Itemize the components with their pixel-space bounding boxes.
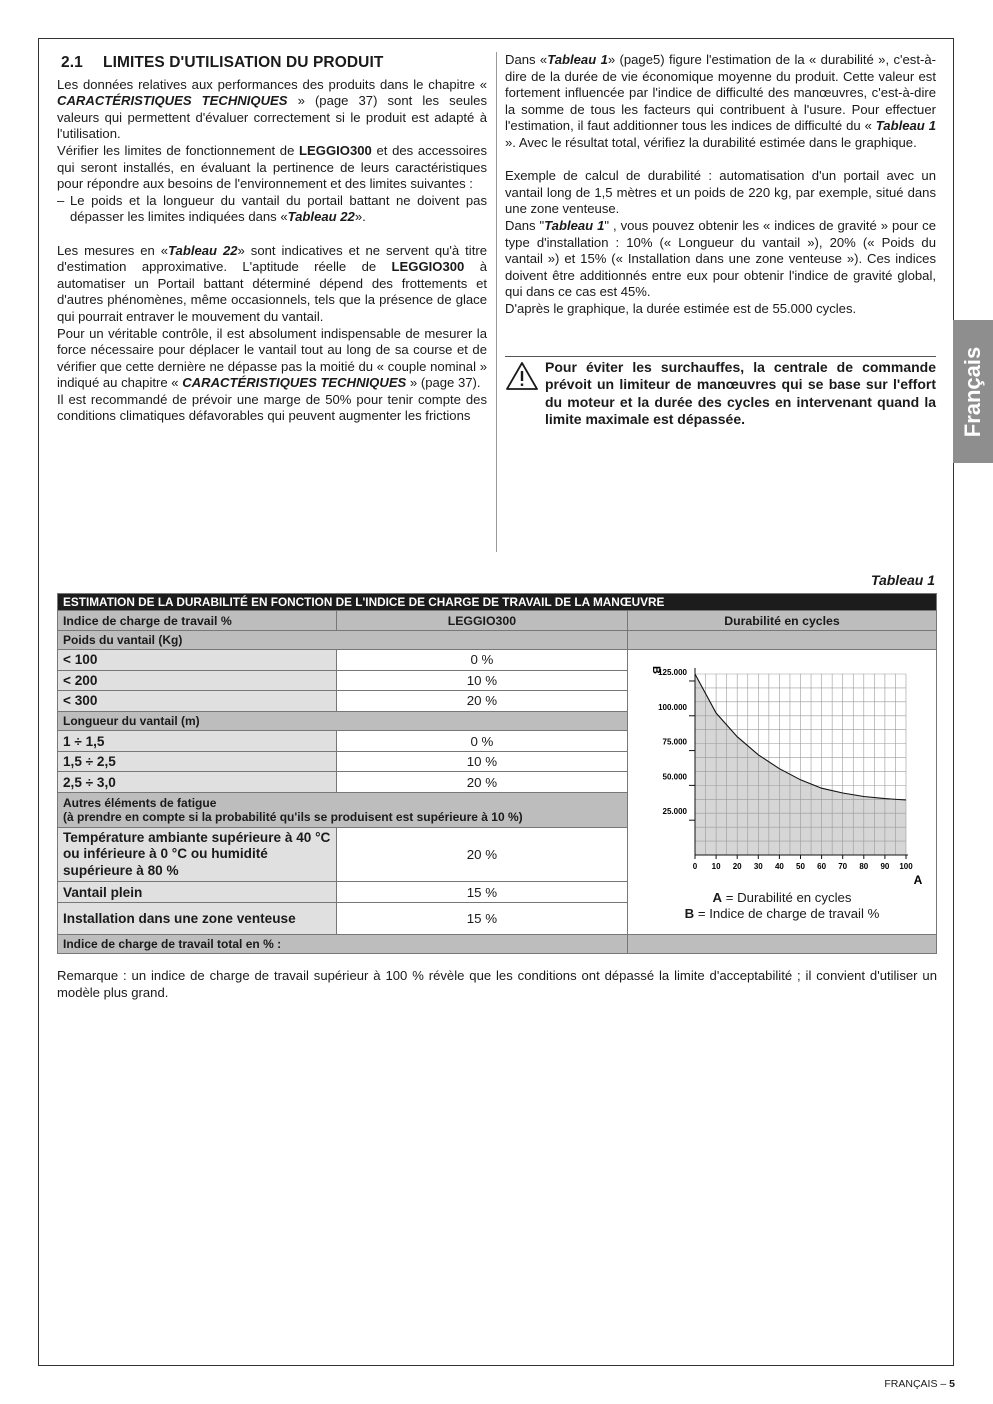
warning-text: Pour éviter les surchauffes, la centrale de commande prévoit un limiteur de manœuvres qui se base sur l'effort du moteur et la durée des cycles en intervenant quand la limite maximale est dépassée. — [545, 359, 936, 428]
table-header: LEGGIO300 — [336, 611, 627, 631]
paragraph: Les données relatives aux performances des produits dans le chapitre « CARACTÉRISTIQUES TECHNIQUES » (page 37) sont les seules valeurs qui permettent d'évaluer correctement si le produit est adapté à l'utilisation. — [57, 76, 487, 142]
warning-box — [505, 356, 936, 429]
language-tab: Français — [953, 320, 993, 463]
x-tick-label: 10 — [711, 862, 721, 871]
table-cell: < 100 — [58, 650, 337, 671]
page-footer: FRANÇAIS – 5 — [884, 1378, 955, 1390]
paragraph: Pour un véritable contrôle, il est absolument indispensable de mesurer la force nécessaire pour déplacer le vantail tout au long de sa course et de vérifier que cette dernière ne dépasse pas la moitié du « couple nominal » indiqué au chapitre « CARACTÉRISTIQUES TECHNIQUES » (page 37). — [57, 325, 487, 391]
table-title: ESTIMATION DE LA DURABILITÉ EN FONCTION DE L'INDICE DE CHARGE DE TRAVAIL DE LA MANŒUVRE — [58, 594, 937, 611]
x-tick-label: 50 — [796, 862, 805, 871]
table-cell: 2,5 ÷ 3,0 — [58, 772, 337, 793]
table-cell: 20 % — [336, 772, 627, 793]
right-column — [505, 52, 936, 318]
table-cell: 20 % — [336, 827, 627, 882]
durability-chart — [633, 650, 931, 934]
table-header: Indice de charge de travail % — [58, 611, 337, 631]
section-row: Autres éléments de fatigue (à prendre en compte si la probabilité qu'ils se produisent est supérieure à 10 %) — [58, 792, 628, 827]
left-column — [57, 52, 487, 425]
table-label: Tableau 1 — [870, 572, 935, 588]
table-cell: 15 % — [336, 882, 627, 903]
x-tick-label: 80 — [859, 862, 869, 871]
paragraph: Les mesures en «Tableau 22» sont indicatives et ne servent qu'à titre d'estimation approximative. L'aptitude réelle de LEGGIO300 à automatiser un Portail battant déterminé dépend des frottements et d'autres phénomènes, même occasionnels, tels que la présence de glace qui pourrait entraver le mouvement du vantail. — [57, 242, 488, 324]
x-axis-label: A — [913, 873, 923, 887]
y-tick-label: 100.000 — [658, 702, 687, 712]
chart-legend: A = Durabilité en cyclesB = Indice de charge de travail % — [684, 890, 880, 921]
x-tick-label: 0 — [692, 862, 698, 871]
table-cell: Installation dans une zone venteuse — [58, 902, 337, 934]
total-row: Indice de charge de travail total en % : — [58, 935, 628, 954]
y-tick-label: 25.000 — [662, 807, 687, 817]
table-cell: 1 ÷ 1,5 — [58, 731, 337, 752]
x-tick-label: 90 — [880, 862, 890, 871]
paragraph: Dans "Tableau 1" , vous pouvez obtenir les « indices de gravité » pour ce type d'installation : 10% (« Longueur du vantail »), 20% (« Poids du vantail ») et 15% (« Installation dans une zone venteuse »). Ces indices doivent être additionnés entre eux pour obtenir l'indice de gravité global, qui dans ce cas est 45%. — [505, 217, 936, 300]
table-cell: 1,5 ÷ 2,5 — [58, 751, 337, 772]
x-tick-label: 60 — [817, 862, 827, 871]
y-tick-label: 75.000 — [662, 737, 687, 747]
table-cell: < 300 — [58, 691, 337, 712]
table-cell: 10 % — [336, 670, 627, 691]
x-tick-label: 70 — [838, 862, 848, 871]
table-header: Durabilité en cycles — [627, 611, 936, 631]
table-cell: 0 % — [336, 650, 627, 671]
table-cell: Température ambiante supérieure à 40 °C ou inférieure à 0 °C ou humidité supérieure à 80 % — [58, 827, 337, 882]
table-cell: 15 % — [336, 902, 627, 934]
paragraph: Vérifier les limites de fonctionnement de LEGGIO300 et des accessoires qui seront installés, en évaluant la pertinence de leurs caractéristiques pour répondre aux besoins de l'environnement et des limites suivantes : — [57, 142, 487, 192]
list-item: – Le poids et la longueur du vantail du portail battant ne doivent pas dépasser les limites indiquées dans «Tableau 22». — [57, 192, 487, 225]
x-tick-label: 100 — [899, 862, 913, 871]
durability-table — [57, 593, 937, 954]
section-row: Poids du vantail (Kg) — [58, 631, 628, 650]
section-heading: 2.1 LIMITES D'UTILISATION DU PRODUIT — [61, 54, 384, 71]
y-tick-label: 50.000 — [662, 772, 687, 782]
table-cell: 10 % — [336, 751, 627, 772]
remark-text: Remarque : un indice de charge de travail supérieur à 100 % révèle que les conditions ont dépassé la limite d'acceptabilité ; il convient d'utiliser un modèle plus grand. — [57, 968, 937, 1000]
y-axis-label: B — [649, 666, 662, 674]
durability-chart-cell — [627, 650, 936, 935]
paragraph: Dans «Tableau 1» (page5) figure l'estimation de la « durabilité », c'est-à-dire de la durée de vie économique moyenne du produit. Cette valeur est fortement influencée par l'indice de difficulté des manœuvres, c'est-à-dire la somme de tous les facteurs qui contribuent à l'usure. Pour effectuer l'estimation, il faut additionner tous les indices de difficulté du « Tableau 1 ». Avec le résultat total, vérifiez la durabilité estimée dans le graphique. — [505, 52, 936, 150]
paragraph: D'après le graphique, la durée estimée est de 55.000 cycles. — [505, 300, 857, 316]
x-tick-label: 40 — [774, 862, 784, 871]
paragraph: Il est recommandé de prévoir une marge de 50% pour tenir compte des conditions climatiques défavorables qui peuvent augmenter les frictions — [57, 391, 487, 424]
y-tick-label: 125.000 — [658, 667, 687, 677]
paragraph: Exemple de calcul de durabilité : automatisation d'un portail avec un vantail long de 1,5 mètres et un poids de 220 kg, par exemple, situé dans une zone venteuse. — [505, 168, 936, 217]
table-cell: 0 % — [336, 731, 627, 752]
table-cell: < 200 — [58, 670, 337, 691]
warning-icon — [505, 359, 545, 429]
column-divider — [496, 52, 497, 552]
x-tick-label: 20 — [732, 862, 742, 871]
section-row: Longueur du vantail (m) — [58, 711, 628, 731]
table-cell: Vantail plein — [58, 882, 337, 903]
table-cell: 20 % — [336, 691, 627, 712]
x-tick-label: 30 — [753, 862, 763, 871]
